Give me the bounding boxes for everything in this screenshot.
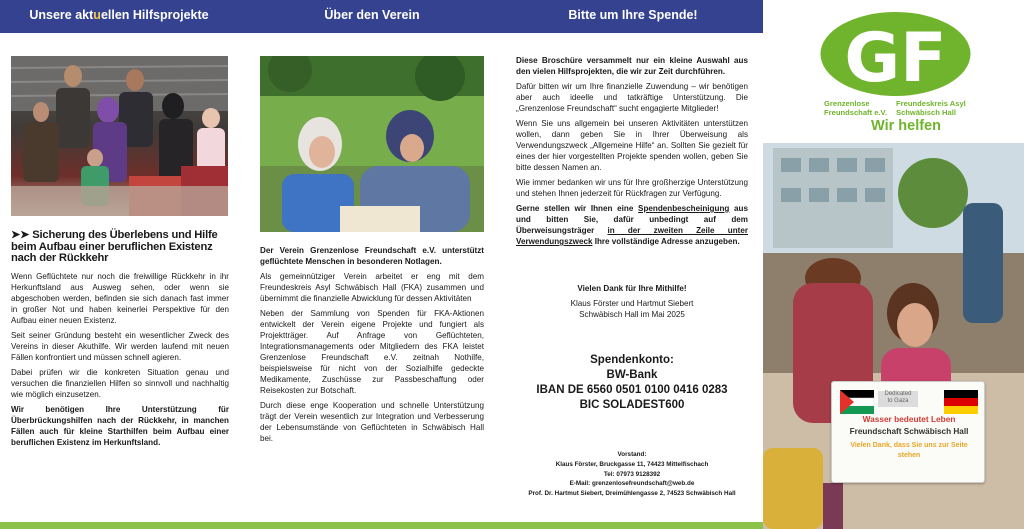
- child-water-sign-photo: [763, 143, 1024, 529]
- gf-logo-mark: [820, 11, 971, 97]
- paragraph: Der Verein Grenzenlose Freundschaft e.V. unterstützt geflüchtete Menschen in besonderen Notlagen.: [260, 246, 484, 266]
- dedicated-label: Dedicated to Gaza: [878, 391, 918, 407]
- sign-line-water: Wasser bedeutet Leben: [862, 414, 956, 424]
- gf-logo: [820, 11, 971, 97]
- returnee-family-photo: [11, 56, 228, 216]
- bank-details: [516, 353, 748, 413]
- paragraph: Diese Broschüre versammelt nur ein kleine Auswahl aus den vielen Hilfsprojekten, die wir zur Zeit durchführen.: [516, 56, 748, 76]
- logo-caption-left: [824, 100, 894, 117]
- board-member-address: Klaus Förster, Bruckgasse 11, 74423 Mittelfischach: [555, 460, 709, 468]
- support-appeal: Wir benötigen Ihre Unterstützung für Überbrückungshilfen nach der Rückkehr, in manchen Fällen auch für kleine Starthilfen beim Aufbau einer beruflichen Existenz im Herkunftsland.: [11, 404, 229, 447]
- sign-line-friendship: Freundschaft Schwäbisch Hall: [849, 427, 969, 436]
- iban: IBAN DE 6560 0501 0100 0416 0283: [536, 384, 728, 396]
- paragraph: Seit seiner Gründung besteht ein wesentlicher Zweck des Vereins in dieser Akuthilfe. Wir werden laufend mit neuen Fällen konfrontiert und müssen schnell agieren.: [11, 330, 229, 362]
- association-description: [260, 245, 484, 448]
- thanks-place-date: Schwäbisch Hall im Mai 2025: [579, 310, 685, 319]
- paragraph: Als gemeinnütziger Verein arbeitet er eng mit dem Freundeskreis Asyl Schwäbisch Hall (FKA) zusammen und übernimmt die finanzielle Abwicklung für dessen Aktivitäten: [260, 272, 484, 303]
- board-member-address: Prof. Dr. Hartmut Siebert, Dreimühlengasse 2, 74523 Schwäbisch Hall: [528, 490, 736, 498]
- logo-caption-line: Schwäbisch Hall: [896, 107, 956, 117]
- logo-caption-line: Freundschaft e.V.: [824, 107, 888, 117]
- donation-receipt-note: Gerne stellen wir Ihnen eine Spendenbescheinigung aus und bitten Sie, dafür unbedingt auf dem Überweisungsträger in der zweiten Zeile unter Verwendungszweck Ihre vollständige Adresse anzugeben.: [516, 204, 748, 246]
- germany-flag-icon: [944, 390, 978, 414]
- board-title: Vorstand:: [617, 451, 647, 458]
- logo-letters: GF: [844, 19, 947, 97]
- header-donation-request: Bitte um Ihre Spende!: [568, 8, 698, 22]
- logo-caption-line: Grenzenlose: [824, 99, 870, 108]
- paragraph: Dafür bitten wir um Ihre finanzielle Zuwendung – wir benötigen aber auch ideelle und tatkräftige Unterstützung. Die „Grenzenlose Freundschaft“ sucht engagierte Mitglieder!: [516, 82, 748, 113]
- project-section-return-support: [11, 230, 229, 452]
- logo-caption-line: Freundeskreis Asyl: [896, 99, 966, 108]
- board-email[interactable]: E-Mail: grenzenlosefreundschaft@web.de: [569, 480, 695, 488]
- sign-line-thanks: Vielen Dank, dass Sie uns zur Seite stehen: [850, 442, 968, 459]
- water-sign: [831, 381, 985, 483]
- footer-bar: [0, 522, 763, 529]
- board-phone: Tel: 07973 9128392: [603, 470, 661, 478]
- header-about-association: Über den Verein: [324, 8, 420, 22]
- slogan: Wir helfen: [871, 118, 941, 134]
- thanks-title: Vielen Dank für Ihre Mithilfe!: [577, 284, 687, 293]
- thank-you-signature: [516, 283, 748, 320]
- returnee-family-illustration: [11, 56, 228, 216]
- donation-request-text: [516, 55, 748, 251]
- header-current-projects: Unsere aktuellen Hilfsprojekte: [29, 8, 209, 22]
- counseling-meeting-illustration: [260, 56, 484, 232]
- thanks-names: Klaus Förster und Hartmut Siebert: [570, 299, 694, 308]
- paragraph: Durch diese enge Kooperation und schnelle Unterstützung trägt der Verein wesentlich zur Integration und Verbesserung der Lebensumstände von Geflüchteten in Schwäbisch Hall bei.: [260, 401, 484, 443]
- counseling-meeting-photo: [260, 56, 484, 232]
- board-contacts: [516, 450, 748, 499]
- bic: BIC SOLADEST600: [579, 399, 685, 411]
- logo-caption-right: [896, 100, 972, 117]
- paragraph: Neben der Sammlung von Spenden für FKA-Aktionen entwickelt der Verein eigene Projekte und fungiert als Projektträger. Auf Anfrage von Geflüchteten, Integrationsmanagements oder Mitgliedern des FKA leistet Grenzenlose Freundschaft e.V. zeitnah Nothilfe, beispielsweise für nicht von der Sozialhilfe gedeckte Medikamente, Zuschüsse zur Passbeschaffung oder Reisekosten zur Botschaft.: [260, 309, 484, 395]
- paragraph: Wie immer bedanken wir uns für Ihre großherzige Unterstützung und stehen Ihnen jederzeit für Rückfragen zur Verfügung.: [516, 178, 748, 198]
- project-heading: ➤➤ Sicherung des Überlebens und Hilfe beim Aufbau einer beruflichen Existenz nach der Rückkehr: [11, 229, 218, 264]
- palestine-flag-icon: [840, 390, 874, 414]
- paragraph: Wenn Sie uns allgemein bei unseren Aktivitäten unterstützen wollen, dann geben Sie in Ihrer Überweisung als Verwendungszweck „Allgemeine Hilfe“ an. Sollten Sie gezielt für eines der hier vorgestellten Projekte spenden wollen, geben Sie bitte dessen Namen an.: [516, 119, 748, 172]
- paragraph: Wenn Geflüchtete nur noch die freiwillige Rückkehr in ihr Herkunftsland aus Ausweg sehen, oder wenn sie abgeschoben werden, befinden sie sich danach fast immer in großer Not und haben keinerlei Perspektive für den Aufbau einer neuen Existenz.: [11, 271, 229, 325]
- bank-name: BW-Bank: [606, 369, 658, 381]
- paragraph: Dabei prüfen wir die konkreten Situation genau und versuchen die finanziellen Hilfen so sinnvoll und nachhaltig wie möglich einzusetzen.: [11, 367, 229, 399]
- bank-title: Spendenkonto:: [590, 354, 674, 366]
